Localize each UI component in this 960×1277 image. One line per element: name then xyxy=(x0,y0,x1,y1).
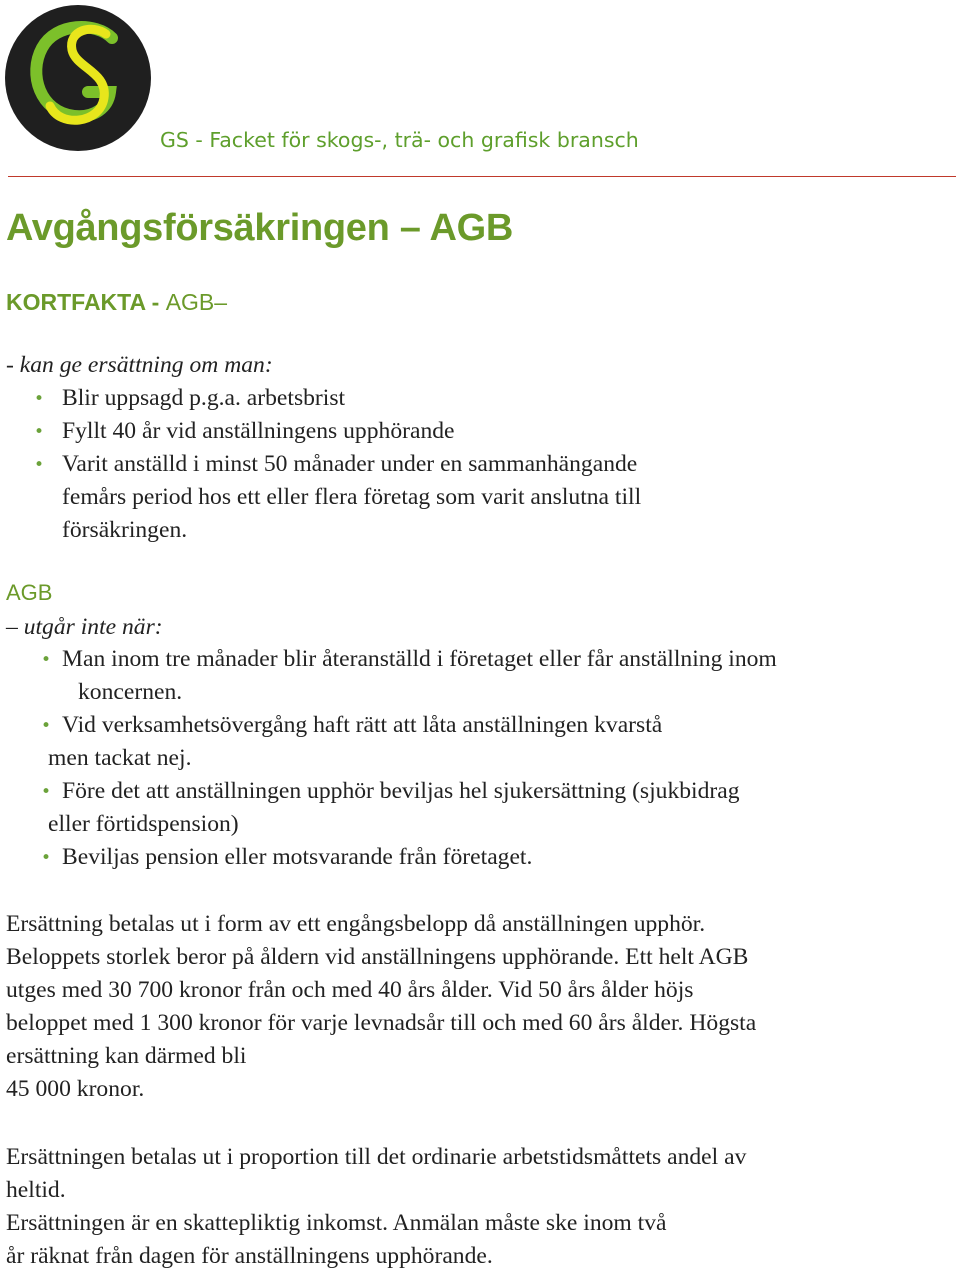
gs-logo xyxy=(4,4,152,152)
paragraph-line: Ersättningen betalas ut i proportion till det ordinarie arbetstidsmåttets andel av xyxy=(6,1144,747,1170)
list-item-continuation: men tackat nej. xyxy=(48,745,192,771)
paragraph-line: 45 000 kronor. xyxy=(6,1076,145,1102)
subtitle-bold: KORTFAKTA - xyxy=(6,289,166,315)
section1-intro: - kan ge ersättning om man: xyxy=(6,352,273,378)
list-item: Varit anställd i minst 50 månader under en sammanhängande xyxy=(62,451,638,477)
list-item: Man inom tre månader blir återanställd i företaget eller får anställning inom xyxy=(62,646,777,672)
bullet-icon: • xyxy=(41,716,52,736)
paragraph-line: Ersättningen är en skattepliktig inkomst. Anmälan måste ske inom två xyxy=(6,1210,667,1236)
bullet-icon: • xyxy=(34,422,45,442)
list-item: Före det att anställningen upphör beviljas hel sjukersättning (sjukbidrag xyxy=(62,778,740,804)
list-item: Blir uppsagd p.g.a. arbetsbrist xyxy=(62,385,346,411)
paragraph-line: år räknat från dagen för anställningens upphörande. xyxy=(6,1243,493,1269)
paragraph-line: beloppet med 1 300 kronor för varje levnadsår till och med 60 års ålder. Högsta xyxy=(6,1010,757,1036)
paragraph-line: Ersättning betalas ut i form av ett engångsbelopp då anställningen upphör. xyxy=(6,911,706,937)
list-item-continuation: koncernen. xyxy=(78,679,183,705)
list-item-continuation: eller förtidspension) xyxy=(48,811,239,837)
org-name: GS - Facket för skogs-, trä- och grafisk bransch xyxy=(160,128,639,152)
bullet-icon: • xyxy=(41,782,52,802)
list-item: Vid verksamhetsövergång haft rätt att låta anställningen kvarstå xyxy=(62,712,663,738)
bullet-icon: • xyxy=(34,455,45,475)
paragraph-line: ersättning kan därmed bli xyxy=(6,1043,247,1069)
bullet-icon: • xyxy=(41,650,52,670)
section2-intro: – utgår inte när: xyxy=(6,614,163,640)
list-item-continuation: femårs period hos ett eller flera företag som varit anslutna till xyxy=(62,484,642,510)
bullet-icon: • xyxy=(34,389,45,409)
paragraph-line: heltid. xyxy=(6,1177,66,1203)
list-item: Fyllt 40 år vid anställningens upphörande xyxy=(62,418,455,444)
subtitle xyxy=(6,289,227,316)
page-title: Avgångsförsäkringen – AGB xyxy=(6,207,514,249)
section2-heading: AGB xyxy=(6,580,53,605)
list-item-continuation: försäkringen. xyxy=(62,517,188,543)
paragraph-line: Beloppets storlek beror på åldern vid anställningens upphörande. Ett helt AGB xyxy=(6,944,749,970)
list-item: Beviljas pension eller motsvarande från företaget. xyxy=(62,844,533,870)
subtitle-normal: AGB– xyxy=(165,289,228,315)
paragraph-line: utges med 30 700 kronor från och med 40 års ålder. Vid 50 års ålder höjs xyxy=(6,977,694,1003)
bullet-icon: • xyxy=(41,848,52,868)
header-divider xyxy=(8,176,956,177)
